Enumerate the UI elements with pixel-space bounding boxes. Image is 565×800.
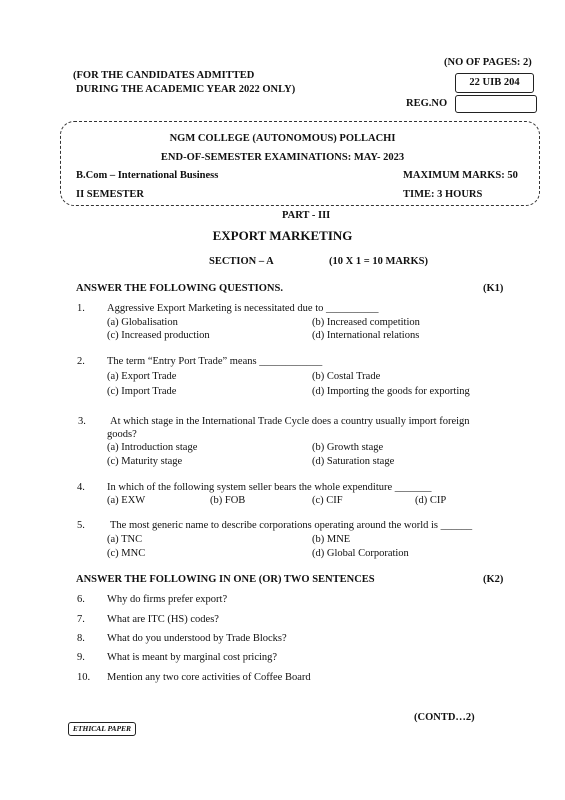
- instruction-k1: ANSWER THE FOLLOWING QUESTIONS.: [76, 283, 283, 294]
- question-text-continued: goods?: [107, 429, 137, 440]
- option: (d) Importing the goods for exporting: [312, 386, 470, 397]
- question-number: 8.: [77, 633, 85, 644]
- option: (c) MNC: [107, 548, 146, 559]
- question-text: Why do firms prefer export?: [107, 594, 228, 605]
- option: (d) International relations: [312, 330, 420, 341]
- subject-title: EXPORT MARKETING: [212, 228, 353, 243]
- question-text: The most generic name to describe corporations operating around the world is ______: [110, 520, 473, 531]
- course-name: B.Com – International Business: [76, 170, 219, 181]
- option: (b) Costal Trade: [312, 371, 381, 382]
- option: (d) Saturation stage: [312, 456, 395, 467]
- subject-code: 22 UIB 204: [469, 77, 520, 88]
- question-number: 4.: [77, 482, 85, 493]
- regno-label: REG.NO: [406, 98, 448, 109]
- question-number: 10.: [77, 672, 91, 683]
- semester: II SEMESTER: [76, 189, 144, 200]
- question-number: 2.: [77, 356, 85, 367]
- college-name: NGM COLLEGE (AUTONOMOUS) POLLACHI: [169, 133, 396, 144]
- part-label: PART - III: [282, 210, 331, 221]
- section-a-marks: (10 X 1 = 10 MARKS): [329, 256, 429, 267]
- candidates-note-line1: (FOR THE CANDIDATES ADMITTED: [73, 70, 255, 81]
- instruction-k2: ANSWER THE FOLLOWING IN ONE (OR) TWO SENTENCES: [76, 574, 375, 585]
- exam-time: TIME: 3 HOURS: [403, 189, 483, 200]
- question-number: 7.: [77, 614, 85, 625]
- ethical-paper-stamp: [68, 722, 136, 736]
- option: (c) Maturity stage: [107, 456, 183, 467]
- question-text: What do you understood by Trade Blocks?: [107, 633, 287, 644]
- section-a-label: SECTION – A: [209, 256, 274, 267]
- option: (b) Increased competition: [312, 317, 420, 328]
- question-text: What is meant by marginal cost pricing?: [107, 652, 278, 663]
- option: (b) FOB: [210, 495, 246, 506]
- option: (c) CIF: [312, 495, 343, 506]
- question-number: 5.: [77, 520, 85, 531]
- stamp-text: ETHICAL PAPER: [72, 724, 132, 733]
- option: (a) EXW: [107, 495, 146, 506]
- question-text: Aggressive Export Marketing is necessitated due to __________: [107, 303, 379, 314]
- question-text: At which stage in the International Trade Cycle does a country usually import foreign: [110, 416, 470, 427]
- question-number: 9.: [77, 652, 85, 663]
- question-text: Mention any two core activities of Coffee Board: [107, 672, 311, 683]
- page-count: (NO OF PAGES: 2): [444, 57, 532, 68]
- question-text: What are ITC (HS) codes?: [107, 614, 219, 625]
- option: (c) Import Trade: [107, 386, 177, 397]
- option: (a) TNC: [107, 534, 143, 545]
- option: (a) Introduction stage: [107, 442, 198, 453]
- candidates-note-line2: DURING THE ACADEMIC YEAR 2022 ONLY): [76, 84, 296, 95]
- max-marks: MAXIMUM MARKS: 50: [403, 170, 518, 181]
- subject-code-box: [455, 73, 534, 93]
- option: (c) Increased production: [107, 330, 210, 341]
- question-number: 1.: [77, 303, 85, 314]
- option: (d) Global Corporation: [312, 548, 409, 559]
- question-text: In which of the following system seller bears the whole expenditure _______: [107, 482, 432, 493]
- question-number: 6.: [77, 594, 85, 605]
- regno-box: [455, 95, 537, 113]
- option: (d) CIP: [415, 495, 447, 506]
- question-text: The term “Entry Port Trade” means ____________: [107, 356, 323, 367]
- option: (a) Globalisation: [107, 317, 178, 328]
- option: (b) Growth stage: [312, 442, 384, 453]
- continued-note: (CONTD…2): [414, 712, 475, 723]
- question-number: 3.: [78, 416, 86, 427]
- level-k1: (K1): [483, 283, 504, 294]
- option: (a) Export Trade: [107, 371, 177, 382]
- level-k2: (K2): [483, 574, 504, 585]
- option: (b) MNE: [312, 534, 351, 545]
- exam-title: END-OF-SEMESTER EXAMINATIONS: MAY- 2023: [160, 152, 405, 163]
